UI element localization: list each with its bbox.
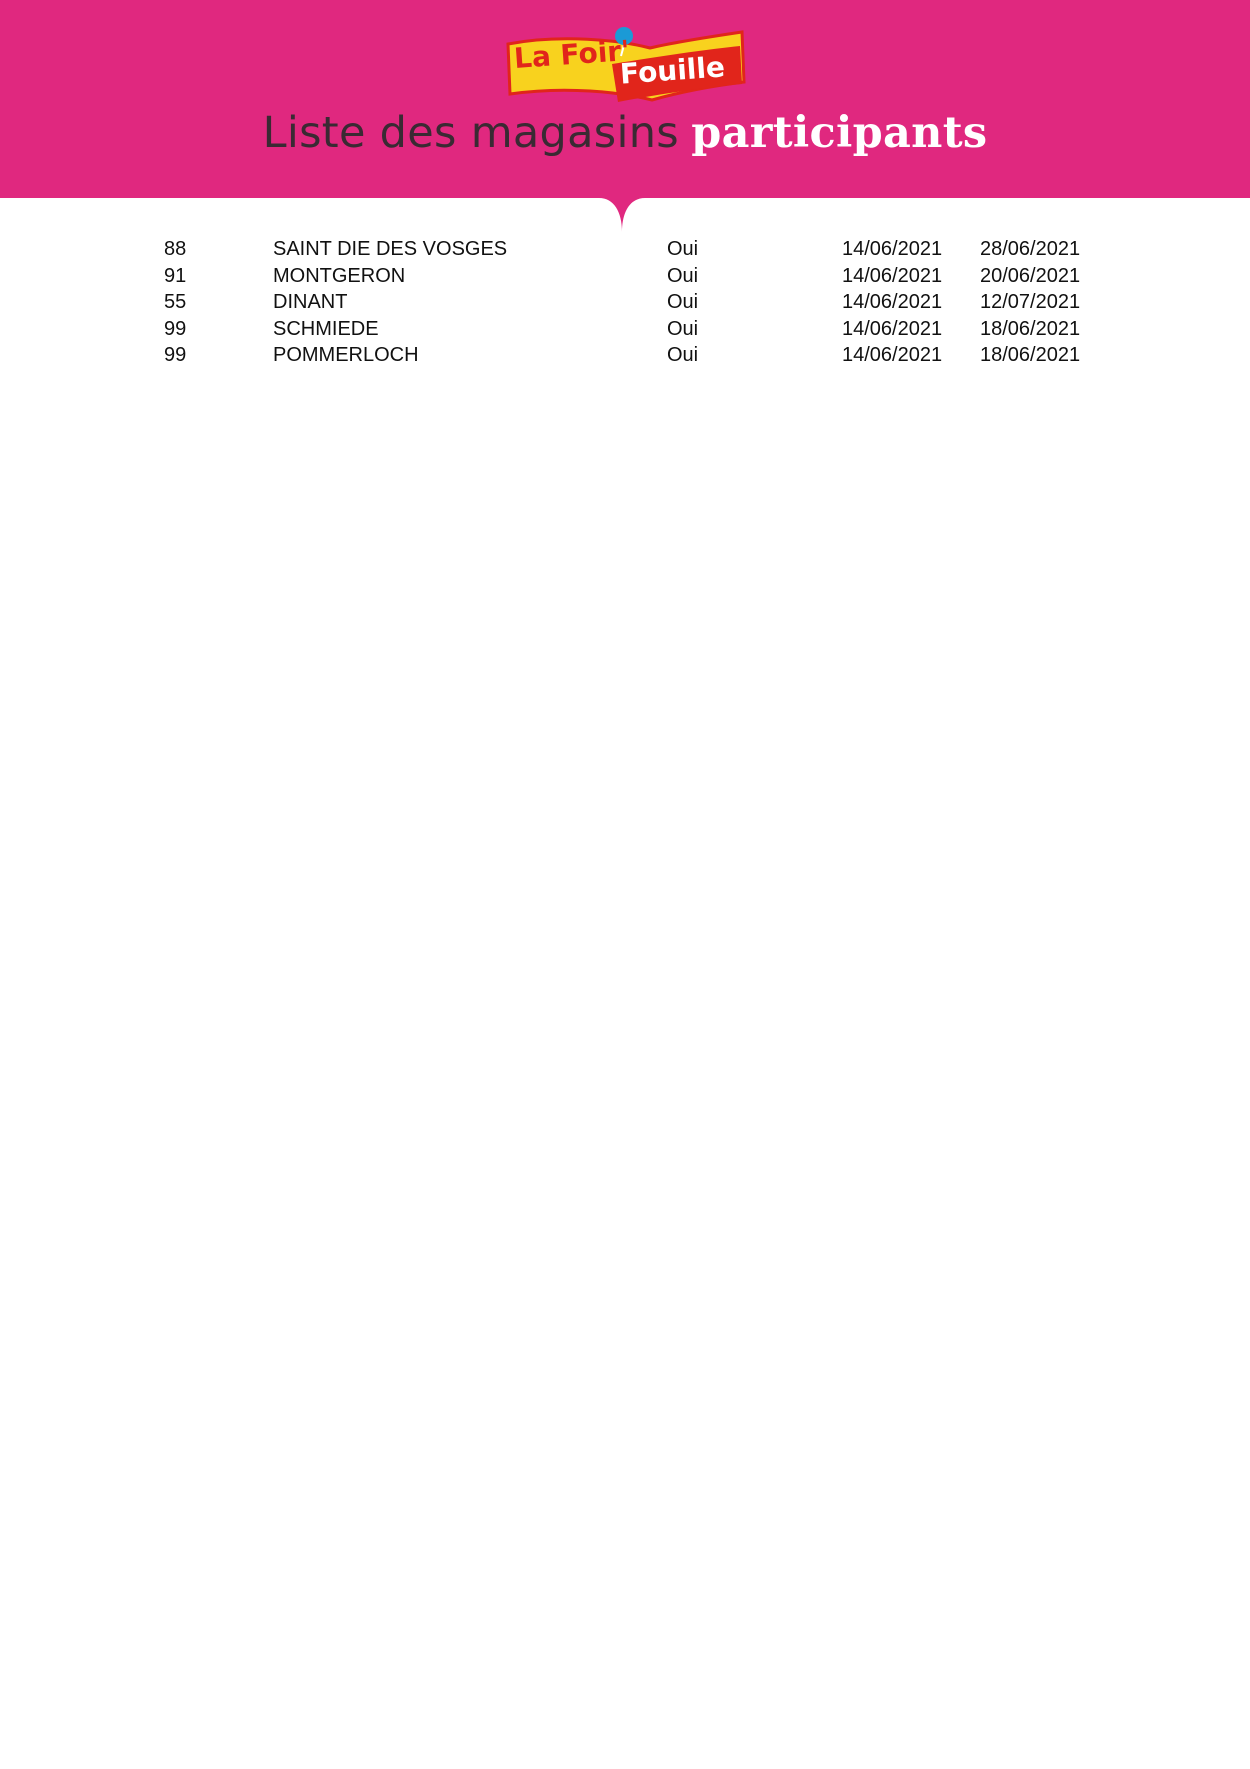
store-row: [0, 318, 1250, 345]
store-name: SCHMIEDE: [273, 317, 379, 340]
store-department: 55: [164, 291, 187, 314]
store-name: MONTGERON: [273, 264, 406, 287]
store-start-date: 14/06/2021: [842, 238, 943, 260]
store-department: 99: [164, 344, 187, 367]
logo-lettering: [500, 22, 750, 108]
store-name: POMMERLOCH: [273, 344, 419, 367]
logo-word-2: Fouille: [618, 50, 726, 91]
store-list: [0, 238, 1250, 371]
store-participating: Oui: [667, 238, 699, 260]
store-start-date: 14/06/2021: [842, 264, 943, 287]
store-row: [0, 344, 1250, 371]
store-end-date: 18/06/2021: [980, 317, 1081, 340]
store-end-date: 20/06/2021: [980, 264, 1081, 287]
page-title: [0, 108, 1250, 158]
store-row: [0, 238, 1250, 265]
store-end-date: 18/06/2021: [980, 344, 1081, 367]
store-start-date: 14/06/2021: [842, 291, 943, 314]
store-end-date: 12/07/2021: [980, 291, 1081, 314]
store-name: DINANT: [273, 291, 348, 314]
store-participating: Oui: [667, 291, 699, 314]
page-title-bold: participants: [691, 108, 988, 158]
page-header: [0, 0, 1250, 230]
store-department: 99: [164, 317, 187, 340]
store-participating: Oui: [667, 344, 699, 367]
page-title-light: Liste des magasins: [262, 108, 679, 158]
store-start-date: 14/06/2021: [842, 317, 943, 340]
store-name: SAINT DIE DES VOSGES: [273, 238, 508, 260]
logo-word-1: La Foir': [512, 34, 631, 75]
store-department: 91: [164, 264, 187, 287]
store-participating: Oui: [667, 317, 699, 340]
store-start-date: 14/06/2021: [842, 344, 943, 367]
brand-logo: [500, 22, 750, 108]
store-row: [0, 265, 1250, 292]
store-participating: Oui: [667, 264, 699, 287]
store-department: 88: [164, 238, 187, 260]
store-end-date: 28/06/2021: [980, 238, 1081, 260]
store-row: [0, 291, 1250, 318]
